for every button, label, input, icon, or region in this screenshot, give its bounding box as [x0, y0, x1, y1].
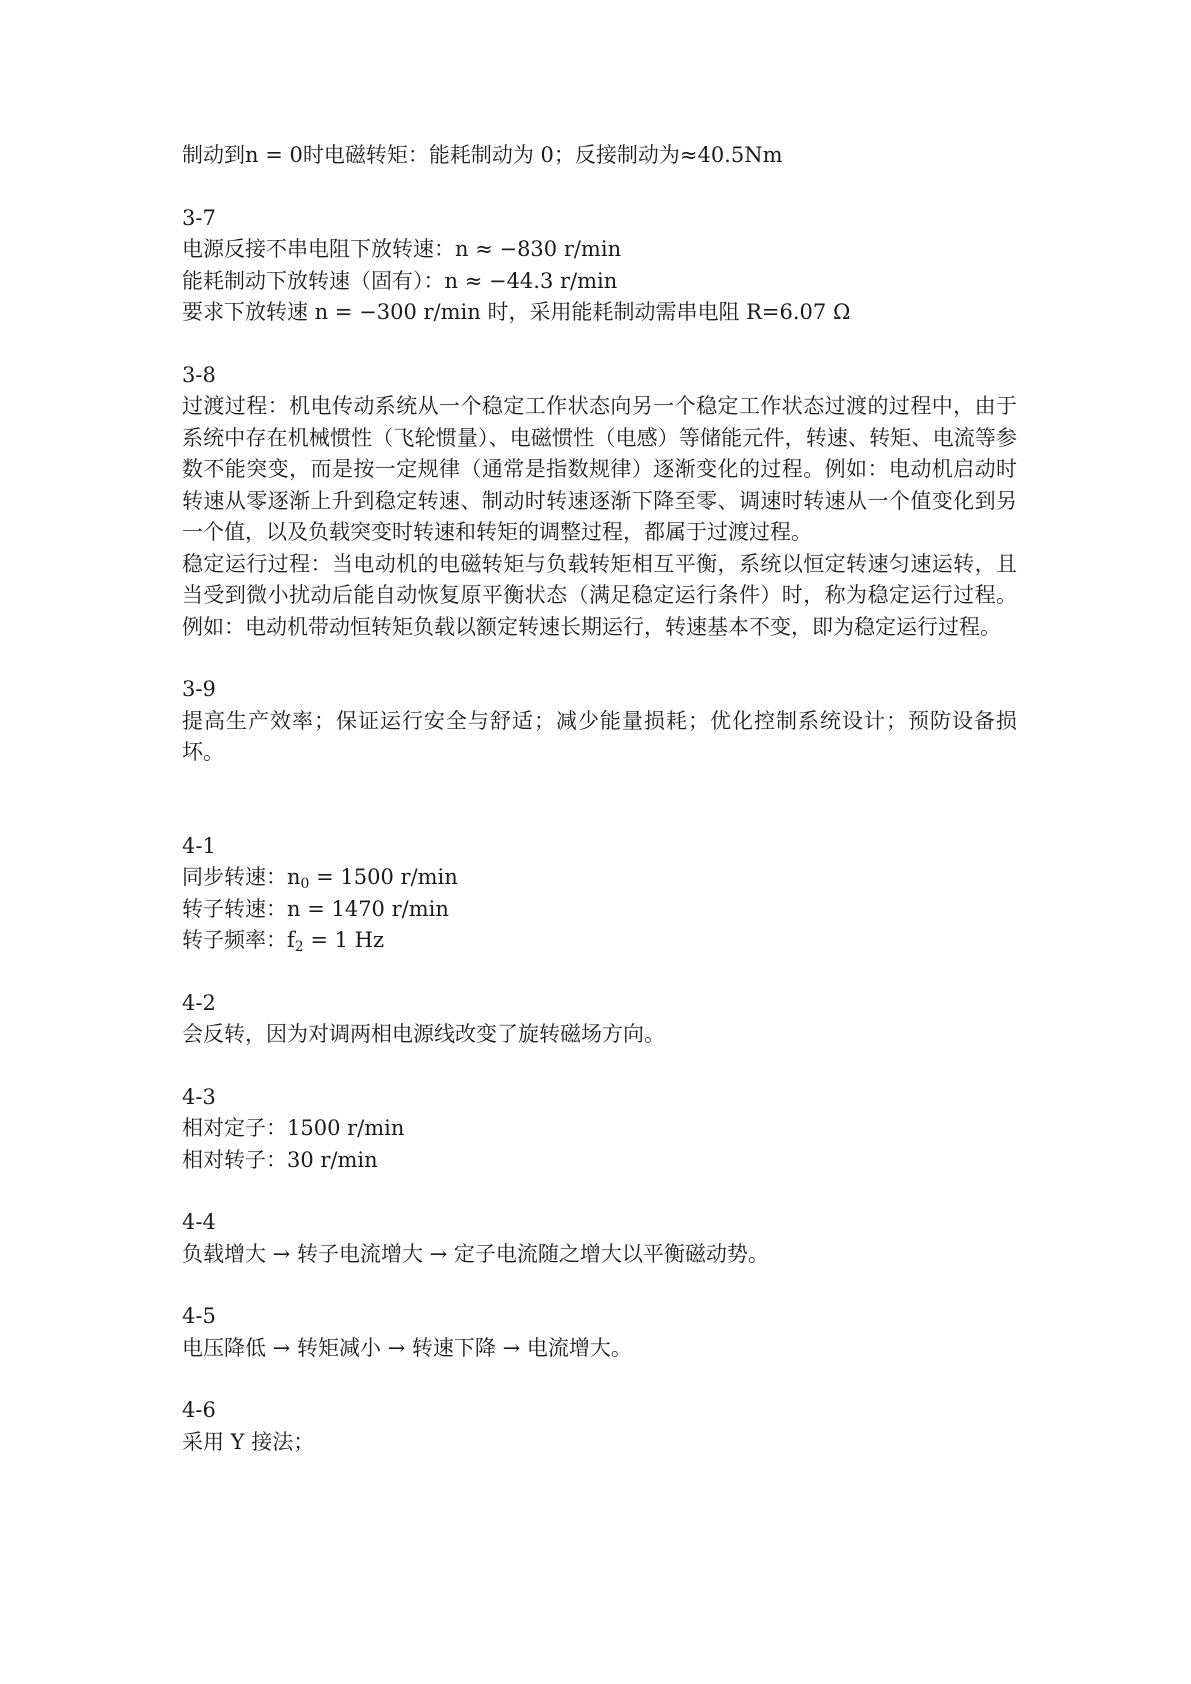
- spacer: [182, 1364, 1017, 1395]
- rotor-frequency-label: 转子频率：: [182, 928, 287, 952]
- rotor-frequency-var: f: [287, 928, 295, 952]
- section-4-2-heading: 4-2: [182, 990, 216, 1015]
- section-3-7-line-2: 能耗制动下放转速（固有）：n ≈ −44.3 r/min: [182, 268, 618, 293]
- spacer: [182, 643, 1017, 674]
- sync-speed-label: 同步转速：: [182, 865, 287, 889]
- section-4-6-heading: 4-6: [182, 1398, 216, 1422]
- section-3-8-transition-paragraph: 过渡过程：机电传动系统从一个稳定工作状态向另一个稳定工作状态过渡的过程中，由于系统中存在机械惯性（飞轮惯量）、电磁惯性（电感）等储能元件，转速、转矩、电流等参数不能突变，而是按一定规律（通常是指数规律）逐渐变化的过程。例如：电动机启动时转速从零逐渐上升到稳定转速、制动时转速逐渐下降至零、调速时转速从一个值变化到另一个值，以及负载突变时转速和转矩的调整过程，都属于过渡过程。: [182, 394, 1017, 544]
- spacer: [182, 957, 1017, 988]
- spacer: [182, 1270, 1017, 1301]
- rotor-speed-line: 转子转速：n = 1470 r/min: [182, 896, 449, 921]
- spacer: [182, 1176, 1017, 1207]
- section-3-9-heading: 3-9: [182, 677, 216, 701]
- spacer: [182, 769, 1017, 831]
- section-3-8-steady-paragraph: 稳定运行过程：当电动机的电磁转矩与负载转矩相互平衡，系统以恒定转速匀速运转，且当受到微小扰动后能自动恢复原平衡状态（满足稳定运行条件）时，称为稳定运行过程。例如：电动机带动恒转矩负载以额定转速长期运行，转速基本不变，即为稳定运行过程。: [182, 551, 1017, 639]
- rotor-frequency-value: = 1 Hz: [303, 928, 385, 952]
- section-4-4-heading: 4-4: [182, 1210, 216, 1234]
- section-4-3-line-1: 相对定子：1500 r/min: [182, 1116, 405, 1140]
- section-4-1-heading: 4-1: [182, 833, 216, 858]
- section-3-9-paragraph: 提高生产效率；保证运行安全与舒适；减少能量损耗；优化控制系统设计；预防设备损坏。: [182, 708, 1017, 764]
- section-3-7-line-3: 要求下放转速 n = −300 r/min 时，采用能耗制动需串电阻 R=6.07 Ω: [182, 300, 851, 324]
- spacer: [182, 329, 1017, 360]
- section-4-5-line: 电压降低 → 转矩减小 → 转速下降 → 电流增大。: [182, 1335, 632, 1360]
- braking-torque-line: 制动到n = 0时电磁转矩：能耗制动为 0；反接制动为≈40.5Nm: [182, 143, 783, 167]
- section-4-3-heading: 4-3: [182, 1084, 216, 1109]
- rotor-frequency-line: [182, 925, 1017, 957]
- section-4-5-heading: 4-5: [182, 1304, 216, 1328]
- section-3-7-line-1: 电源反接不串电阻下放转速：n ≈ −830 r/min: [182, 237, 622, 261]
- section-3-7-heading: 3-7: [182, 205, 216, 230]
- sync-speed-subscript: 0: [300, 876, 310, 892]
- section-3-8-heading: 3-8: [182, 362, 216, 387]
- section-4-3-line-2: 相对转子：30 r/min: [182, 1147, 378, 1172]
- section-4-6-line: 采用 Y 接法；: [182, 1429, 315, 1454]
- sync-speed-value: = 1500 r/min: [309, 865, 458, 889]
- sync-speed-var: n: [287, 865, 301, 889]
- sync-speed-line: [182, 862, 1017, 894]
- section-4-4-line: 负载增大 → 转子电流增大 → 定子电流随之增大以平衡磁动势。: [182, 1241, 769, 1266]
- document-page: [182, 140, 1017, 1458]
- section-4-2-line: 会反转，因为对调两相电源线改变了旋转磁场方向。: [182, 1022, 665, 1046]
- rotor-frequency-subscript: 2: [294, 939, 304, 955]
- spacer: [182, 1051, 1017, 1082]
- spacer: [182, 172, 1017, 203]
